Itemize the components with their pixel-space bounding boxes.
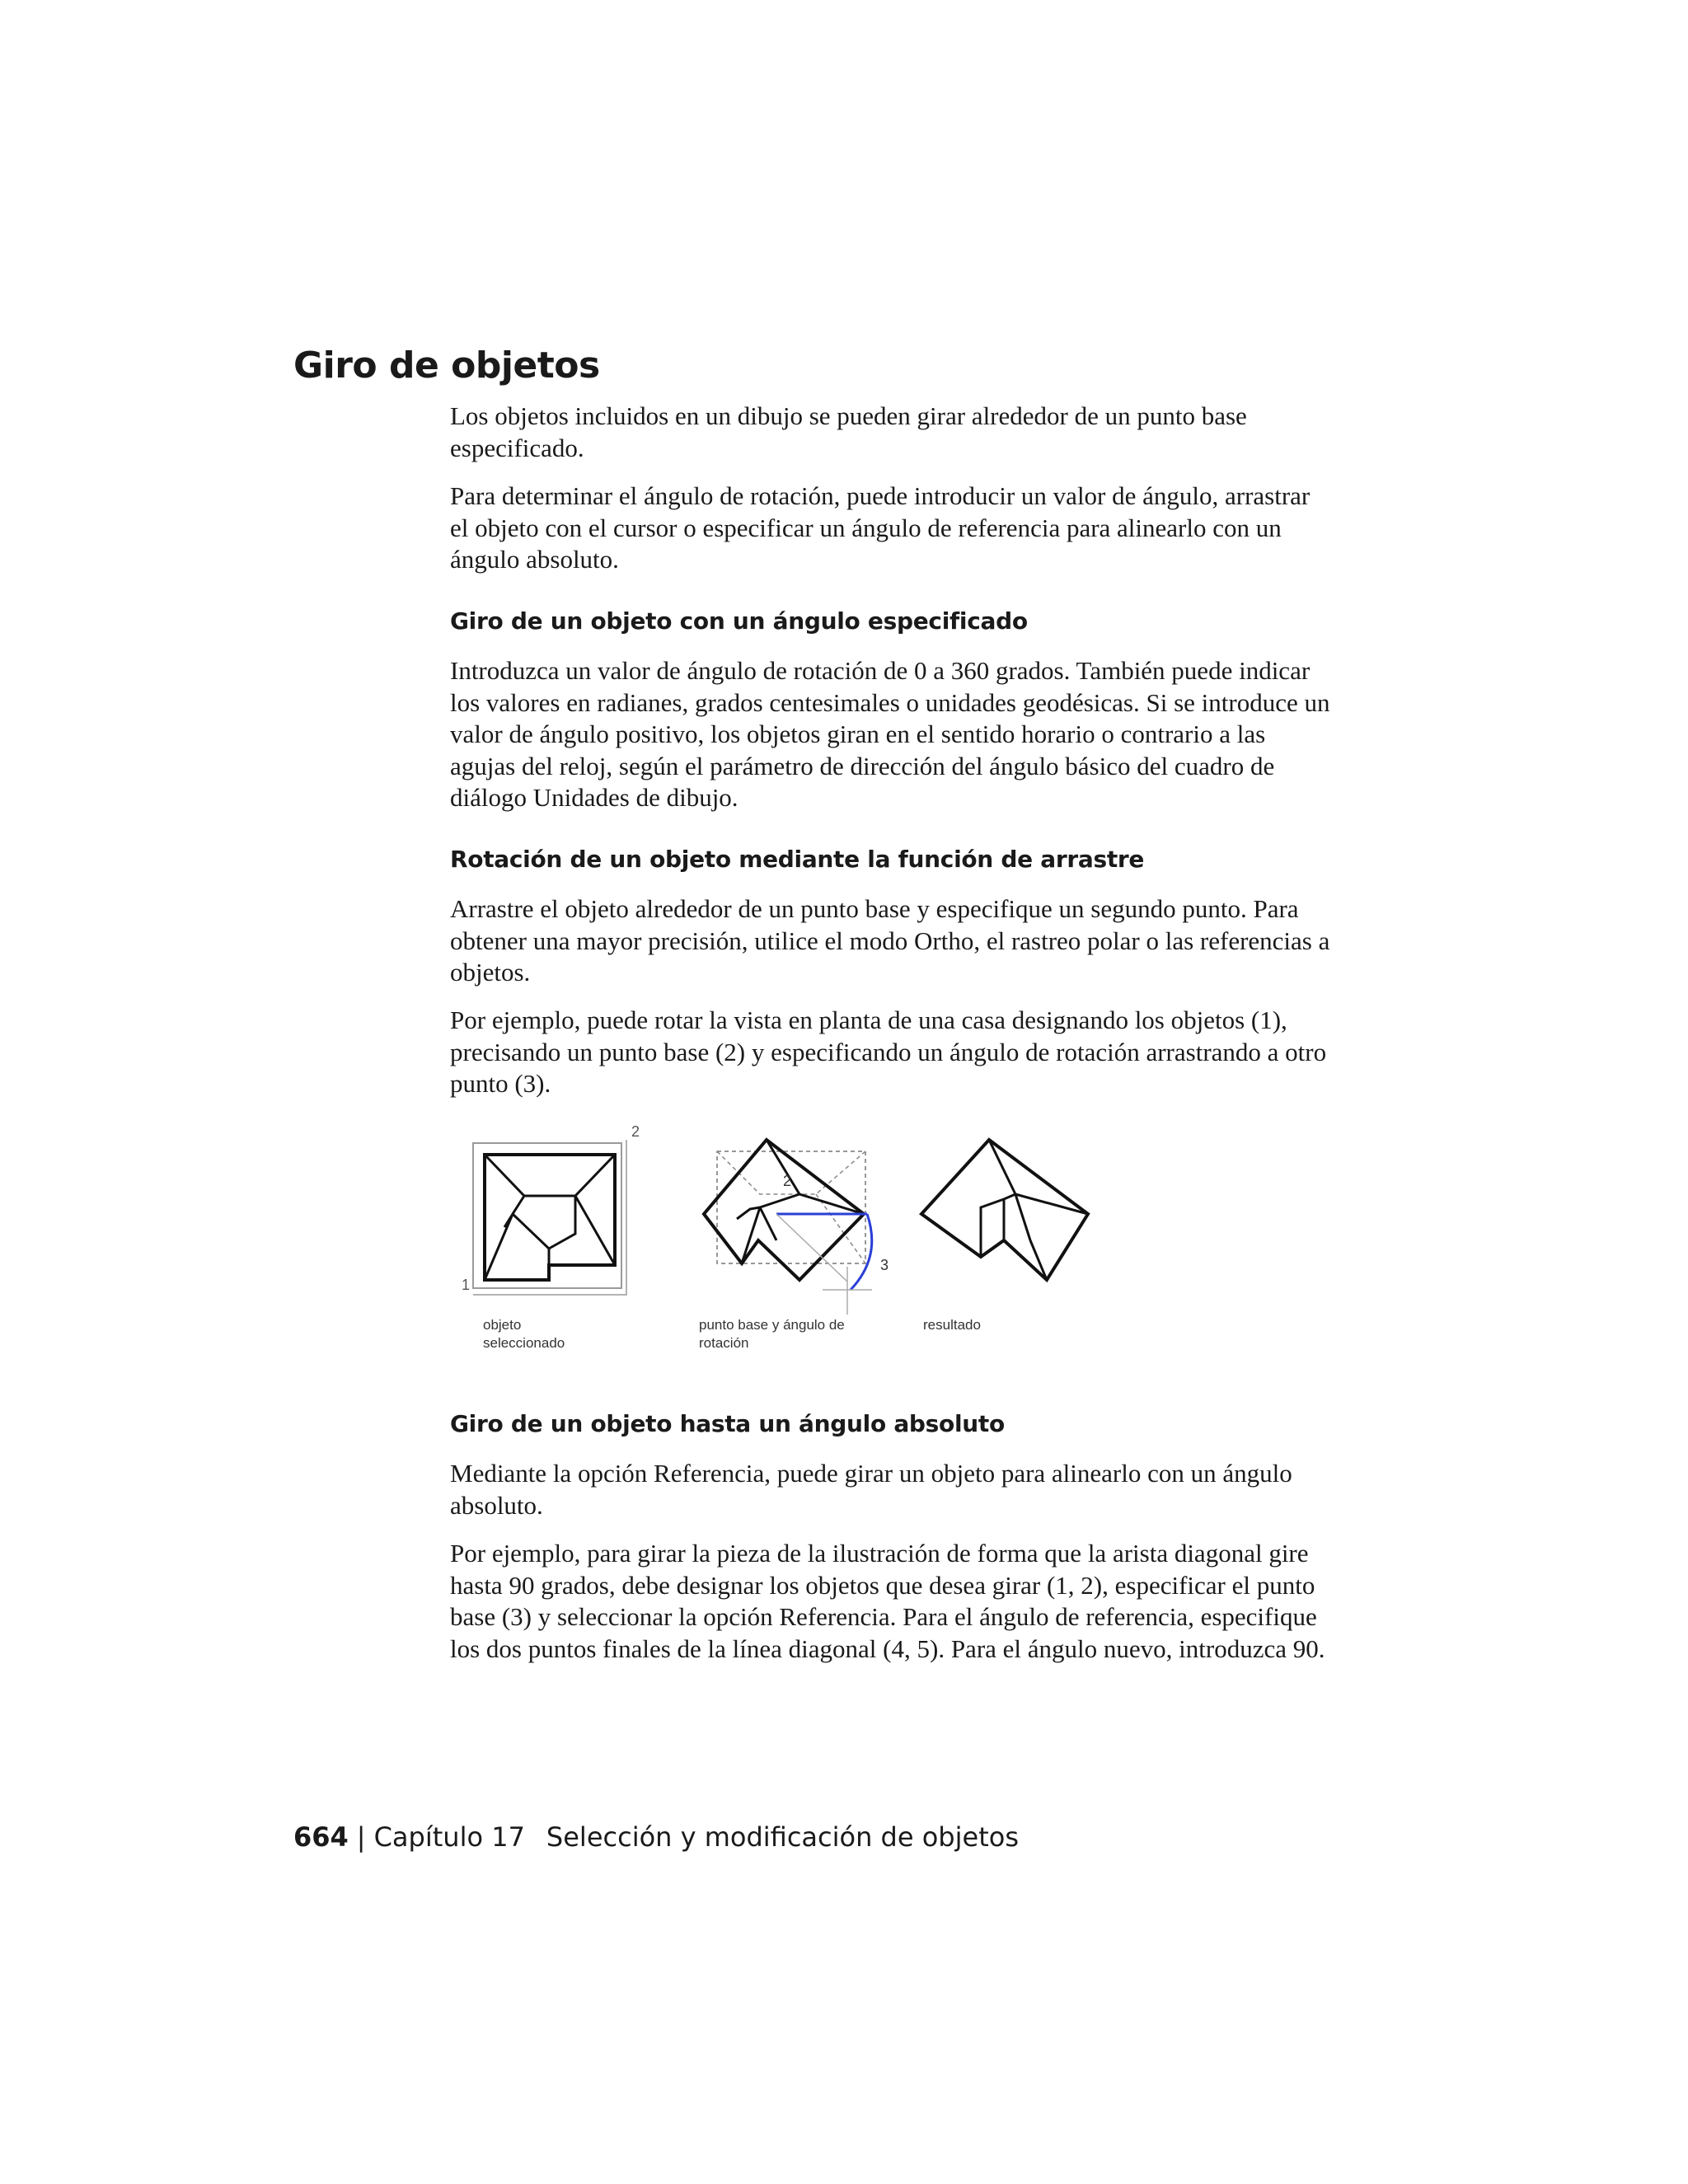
section1-heading: Giro de un objeto con un ángulo especificado: [450, 607, 1028, 635]
label-rotation-1: punto base y ángulo de: [699, 1317, 845, 1333]
callout-2-panel2: 2: [783, 1173, 792, 1189]
section1-text-1: Introduzca un valor de ángulo de rotación de 0 a 360 grados. También puede indicar los valores en radianes, grados centesimales o unidades geodésicas. Si se introduce un valor de ángulo positivo, los objetos giran en el sentido horario o contrario a las agujas del reloj, según el parámetro de dirección del ángulo básico del cuadro de diálogo Unidades de dibujo.: [450, 656, 1330, 812]
rubber-band-line: [776, 1214, 847, 1282]
section2-paragraph-2: [450, 1005, 1332, 1100]
intro-text-1: Los objetos incluidos en un dibujo se pueden girar alrededor de un punto base especificado.: [450, 401, 1247, 462]
section2-paragraph-1: [450, 893, 1332, 989]
callout-2-panel1: 2: [631, 1123, 640, 1140]
rotated-house-outline: [704, 1140, 864, 1280]
section2-heading-wrap: [450, 846, 1332, 873]
section3-heading: Giro de un objeto hasta un ángulo absoluto: [450, 1410, 1005, 1437]
label-rotation-2: rotación: [699, 1335, 749, 1351]
callout-3: 3: [880, 1257, 889, 1273]
section2-heading: Rotación de un objeto mediante la función de arrastre: [450, 846, 1145, 873]
section3-paragraph-1: [450, 1458, 1332, 1521]
page-number: 664: [293, 1821, 349, 1853]
figure-panel-selected: [462, 1123, 640, 1351]
section3-heading-wrap: [450, 1410, 1332, 1437]
section3-text-1: Mediante la opción Referencia, puede girar un objeto para alinearlo con un ángulo absoluto.: [450, 1459, 1292, 1520]
section3-text-2: Por ejemplo, para girar la pieza de la ilustración de forma que la arista diagonal gire hasta 90 grados, debe designar los objetos que desea girar (1, 2), especificar el punto base (3) y seleccionar la opción Referencia. Para el ángulo de referencia, especifique los dos puntos finales de la línea diagonal (4, 5). Para el ángulo nuevo, introduzca 90.: [450, 1539, 1325, 1663]
house-roof-lines: [485, 1155, 615, 1280]
figure-panel-rotation: [699, 1140, 889, 1351]
section1-heading-wrap: [450, 607, 1332, 635]
label-result: resultado: [923, 1317, 981, 1333]
section2-text-2: Por ejemplo, puede rotar la vista en planta de una casa designando los objetos (1), precisando un punto base (2) y especificando un ángulo de rotación arrastrando a otro punto (3).: [450, 1005, 1327, 1098]
footer-separator: |: [356, 1821, 366, 1853]
chapter-label: Capítulo 17: [373, 1821, 525, 1853]
section2-text-1: Arrastre el objeto alrededor de un punto base y especifique un segundo punto. Para obtener una mayor precisión, utilice el modo Ortho, el rastreo polar o las referencias a objetos.: [450, 894, 1330, 987]
result-house-roof: [981, 1140, 1088, 1280]
section3-paragraph-2: [450, 1538, 1332, 1665]
intro-text-2: Para determinar el ángulo de rotación, puede introducir un valor de ángulo, arrastrar el objeto con el cursor o especificar un ángulo de referencia para alinearlo con un ángulo absoluto.: [450, 481, 1311, 574]
intro-paragraph-2: [450, 480, 1332, 576]
section1-paragraph-1: [450, 655, 1332, 814]
callout-1: 1: [462, 1277, 471, 1293]
intro-paragraph-1: [450, 401, 1332, 464]
chapter-title: Selección y modificación de objetos: [546, 1821, 1019, 1853]
label-selected-1: objeto: [483, 1317, 522, 1333]
page-title: Giro de objetos: [293, 344, 600, 387]
figure-panel-result: [921, 1140, 1088, 1333]
label-selected-2: seleccionado: [483, 1335, 565, 1351]
page-footer: [293, 1821, 1019, 1853]
rotation-figure: [453, 1117, 1113, 1372]
